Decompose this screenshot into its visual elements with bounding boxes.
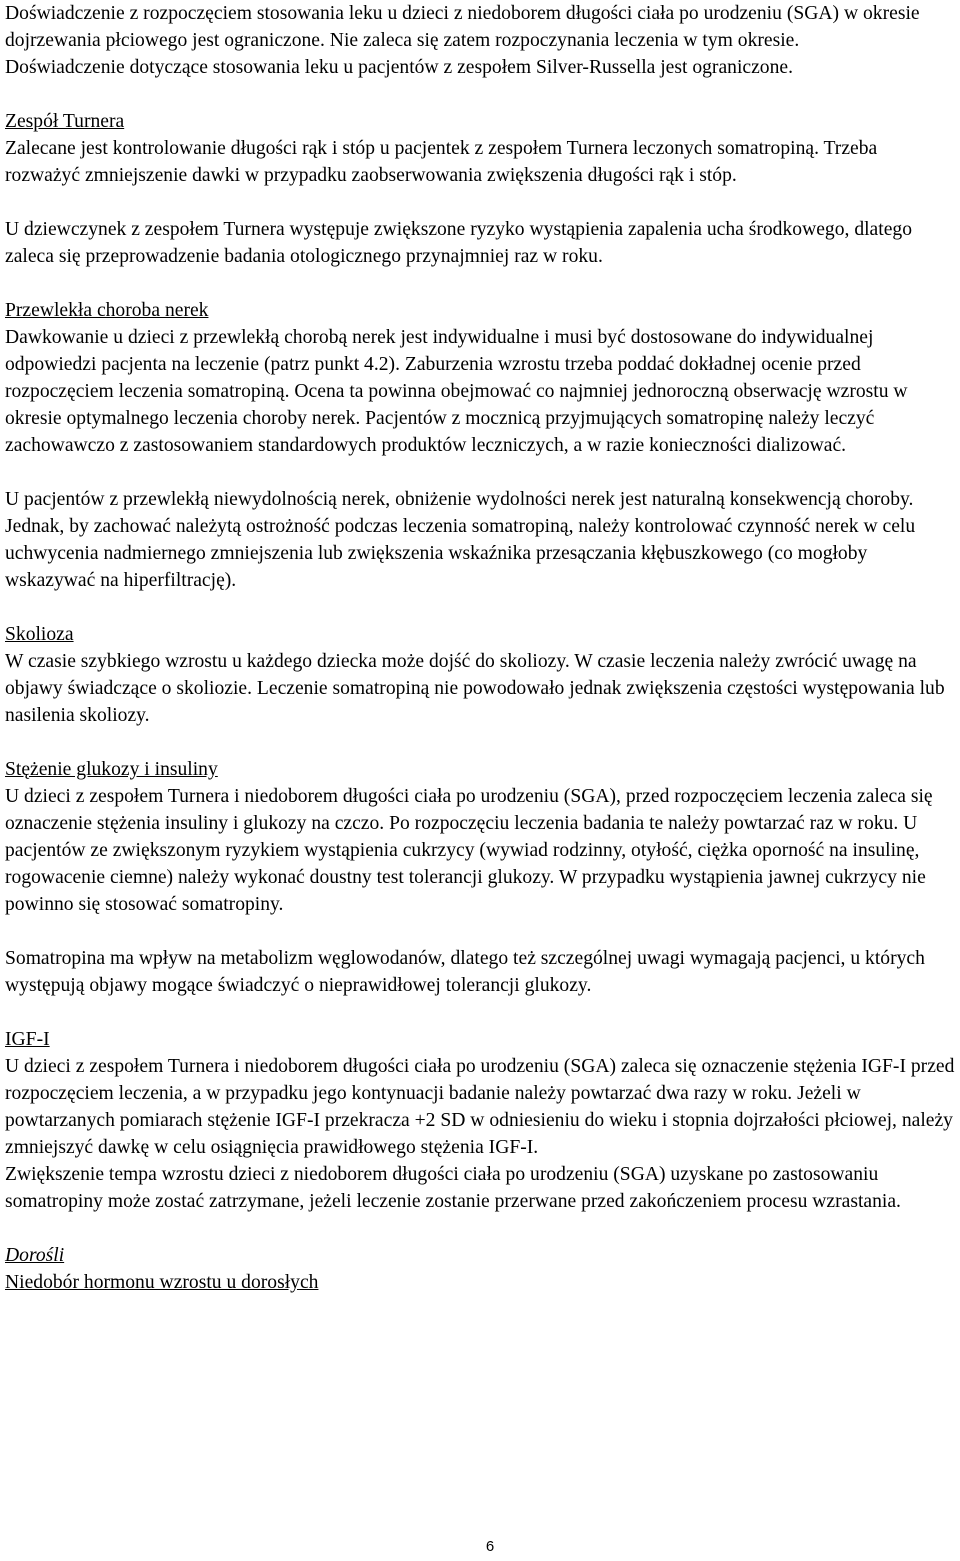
igf-paragraph-2: Zwiększenie tempa wzrostu dzieci z niedoborem długości ciała po urodzeniu (SGA) uzyskane po zastosowaniu somatropiny może zostać zatrzymane, jeżeli leczenie zostanie przerwane przed zakończeniem procesu wzrastania. — [5, 1164, 901, 1212]
section-heading-adults: Dorośli — [5, 1245, 65, 1266]
spacer — [5, 729, 957, 756]
section-heading-turner: Zespół Turnera — [5, 111, 125, 132]
intro-paragraph-silver-russell: Doświadczenie dotyczące stosowania leku u pacjentów z zespołem Silver-Russella jest ograniczone. — [5, 57, 793, 78]
section-heading-igf: IGF-I — [5, 1029, 50, 1050]
scoliosis-paragraph: W czasie szybkiego wzrostu u każdego dziecka może dojść do skoliozy. W czasie leczenia należy zwrócić uwagę na objawy świadczące o skoliozie. Leczenie somatropiną nie powodowało jednak zwiększenia częstości występowania lub nasilenia skoliozy. — [5, 651, 945, 726]
spacer — [5, 1215, 957, 1242]
spacer — [5, 918, 957, 945]
spacer — [5, 594, 957, 621]
turner-paragraph-2: U dziewczynek z zespołem Turnera występuje zwiększone ryzyko wystąpienia zapalenia ucha środkowego, dlatego zaleca się przeprowadzenie badania otologicznego przynajmniej raz w roku. — [5, 219, 912, 267]
intro-paragraph-sga: Doświadczenie z rozpoczęciem stosowania leku u dzieci z niedoborem długości ciała po urodzeniu (SGA) w okresie dojrzewania płciowego jest ograniczone. Nie zaleca się zatem rozpoczynania leczenia w tym okresie. — [5, 3, 920, 51]
kidney-paragraph-1: Dawkowanie u dzieci z przewlekłą chorobą nerek jest indywidualne i musi być dostosowane do indywidualnej odpowiedzi pacjenta na leczenie (patrz punkt 4.2). Zaburzenia wzrostu trzeba poddać dokładnej ocenie przed rozpoczęciem leczenia somatropiną. Ocena ta powinna obejmować co najmniej jednoroczną obserwację wzrostu w okresie optymalnego leczenia choroby nerek. Pacjentów z mocznicą przyjmujących somatropinę należy leczyć zachowawczo z zastosowaniem standardowych produktów leczniczych, a w razie konieczności dializować. — [5, 327, 908, 456]
section-heading-kidney: Przewlekła choroba nerek — [5, 300, 209, 321]
kidney-paragraph-2: U pacjentów z przewlekłą niewydolnością nerek, obniżenie wydolności nerek jest naturalną konsekwencją choroby. Jednak, by zachować należytą ostrożność podczas leczenia somatropiną, należy kontrolować czynność nerek w celu uchwycenia nadmiernego zmniejszenia lub zwiększenia wskaźnika przesączania kłębuszkowego (co mogłoby wskazywać na hiperfiltrację). — [5, 489, 916, 591]
subsection-heading-adult-gh-deficiency: Niedobór hormonu wzrostu u dorosłych — [5, 1272, 319, 1293]
spacer — [5, 189, 957, 216]
glucose-paragraph-2: Somatropina ma wpływ na metabolizm węglowodanów, dlatego też szczególnej uwagi wymagają pacjenci, u których występują objawy mogące świadczyć o nieprawidłowej tolerancji glukozy. — [5, 948, 925, 996]
glucose-paragraph-1: U dzieci z zespołem Turnera i niedoborem długości ciała po urodzeniu (SGA), przed rozpoczęciem leczenia zaleca się oznaczenie stężenia insuliny i glukozy na czczo. Po rozpoczęciu leczenia badania te należy powtarzać raz w roku. U pacjentów ze zwiększonym ryzykiem wystąpienia cukrzycy (wywiad rodzinny, otyłość, ciężka oporność na insulinę, rogowacenie ciemne) należy wykonać doustny test tolerancji glukozy. W przypadku wystąpienia jawnej cukrzycy nie powinno się stosować somatropiny. — [5, 786, 933, 915]
igf-paragraph-1: U dzieci z zespołem Turnera i niedoborem długości ciała po urodzeniu (SGA) zaleca się oznaczenie stężenia IGF-I przed rozpoczęciem leczenia, a w przypadku jego kontynuacji badanie należy powtarzać dwa razy w roku. Jeżeli w powtarzanych pomiarach stężenie IGF-I przekracza +2 SD w odniesieniu do wieku i stopnia dojrzałości płciowej, należy zmniejszyć dawkę w celu osiągnięcia prawidłowego stężenia IGF-I. — [5, 1056, 955, 1158]
spacer — [5, 999, 957, 1026]
section-heading-glucose: Stężenie glukozy i insuliny — [5, 759, 218, 780]
spacer — [5, 459, 957, 486]
section-heading-scoliosis: Skolioza — [5, 624, 74, 645]
document-page — [5, 0, 957, 1296]
page-number: 6 — [485, 1538, 495, 1555]
turner-paragraph-1: Zalecane jest kontrolowanie długości rąk i stóp u pacjentek z zespołem Turnera leczonych somatropiną. Trzeba rozważyć zmniejszenie dawki w przypadku zaobserwowania zwiększenia długości rąk i stóp. — [5, 138, 878, 186]
spacer — [5, 81, 957, 108]
spacer — [5, 270, 957, 297]
